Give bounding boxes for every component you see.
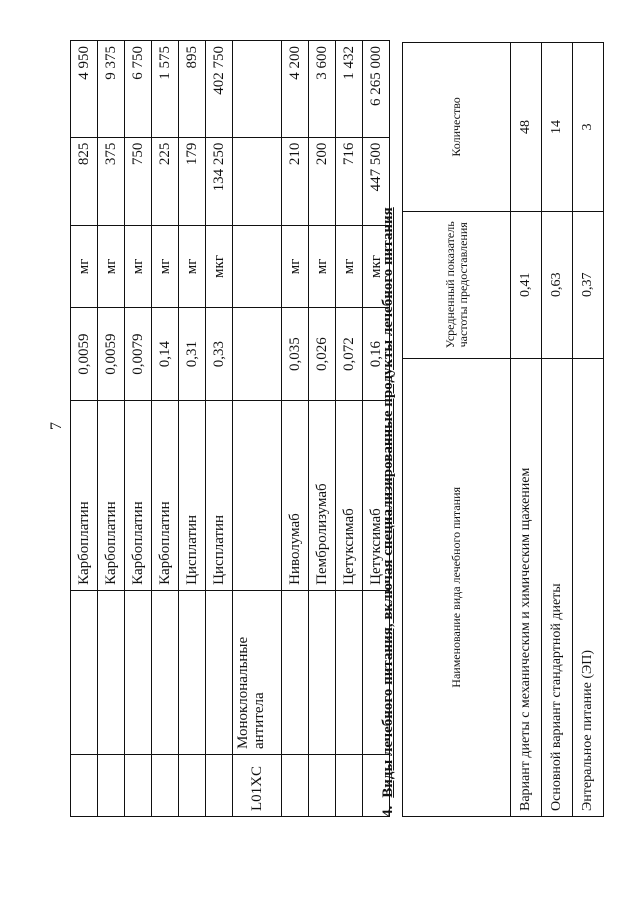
header-quantity: Количество [403,43,511,212]
table-row [125,41,152,817]
table-row [179,41,206,817]
atc-code-cell [309,755,336,817]
table-row [511,43,542,817]
quantity-cell: 14 [542,43,573,212]
drug-name-cell: Карбоплатин [125,400,152,590]
table-row [152,41,179,817]
unit-cell: мг [282,225,309,308]
drug-name-cell: Цисплатин [206,400,233,590]
frequency-cell: 0,33 [206,308,233,400]
drug-name-cell: Карбоплатин [98,400,125,590]
table-row [233,41,282,817]
group-cell [336,590,363,754]
table-row [542,43,573,817]
course-dose-cell: 6 265 000 [363,41,390,138]
dose-cell: 134 250 [206,137,233,225]
nutrition-table [402,42,604,817]
dose-cell: 716 [336,137,363,225]
dose-cell [233,137,282,225]
unit-cell: мг [309,225,336,308]
atc-code-cell [179,755,206,817]
drug-name-cell: Цетуксимаб [336,400,363,590]
dose-cell: 200 [309,137,336,225]
table-row [309,41,336,817]
nutrition-name-cell: Основной вариант стандартной диеты [542,358,573,816]
atc-code-cell: L01XC [233,755,282,817]
course-dose-cell: 3 600 [309,41,336,138]
dose-cell: 447 500 [363,137,390,225]
frequency-cell: 0,16 [363,308,390,400]
group-cell [152,590,179,754]
group-cell [125,590,152,754]
dose-cell: 225 [152,137,179,225]
group-cell [282,590,309,754]
unit-cell: мг [152,225,179,308]
atc-code-cell [152,755,179,817]
section-heading [380,207,397,817]
atc-code-cell [71,755,98,817]
frequency-cell: 0,0059 [98,308,125,400]
frequency-cell: 0,31 [179,308,206,400]
unit-cell [233,225,282,308]
section-number: 4. [380,805,396,817]
header-name: Наименование вида лечебного питания [403,358,511,816]
table-row [282,41,309,817]
drug-name-cell: Цисплатин [179,400,206,590]
unit-cell: мкг [363,225,390,308]
header-frequency: Усредненный показатель частоты предоставления [403,211,511,358]
group-cell [309,590,336,754]
frequency-cell [233,308,282,400]
group-cell [98,590,125,754]
atc-code-cell [282,755,309,817]
drug-name-cell: Цетуксимаб [363,400,390,590]
unit-cell: мг [71,225,98,308]
dose-cell: 825 [71,137,98,225]
table-row [71,41,98,817]
course-dose-cell: 1 432 [336,41,363,138]
drug-name-cell: Пембролизумаб [309,400,336,590]
group-cell [71,590,98,754]
unit-cell: мг [336,225,363,308]
unit-cell: мкг [206,225,233,308]
frequency-cell: 0,026 [309,308,336,400]
quantity-cell: 3 [573,43,604,212]
dose-cell: 210 [282,137,309,225]
frequency-cell: 0,14 [152,308,179,400]
course-dose-cell: 4 200 [282,41,309,138]
drug-name-cell: Карбоплатин [71,400,98,590]
table-row [206,41,233,817]
dose-cell: 179 [179,137,206,225]
course-dose-cell: 4 950 [71,41,98,138]
unit-cell: мг [98,225,125,308]
frequency-cell: 0,072 [336,308,363,400]
frequency-cell: 0,41 [511,211,542,358]
frequency-cell: 0,37 [573,211,604,358]
atc-code-cell [336,755,363,817]
drug-name-cell: Ниволумаб [282,400,309,590]
drug-dosage-table [70,40,390,817]
quantity-cell: 48 [511,43,542,212]
course-dose-cell: 1 575 [152,41,179,138]
course-dose-cell: 402 750 [206,41,233,138]
group-cell: Моноклональные антитела [233,590,282,754]
section-title: Виды лечебного питания, включая специализированные продукты лечебного питания [380,207,396,798]
course-dose-cell: 6 750 [125,41,152,138]
course-dose-cell: 895 [179,41,206,138]
table-row [336,41,363,817]
atc-code-cell [125,755,152,817]
dose-cell: 750 [125,137,152,225]
course-dose-cell: 9 375 [98,41,125,138]
atc-code-cell [206,755,233,817]
dose-cell: 375 [98,137,125,225]
frequency-cell: 0,0059 [71,308,98,400]
atc-code-cell [98,755,125,817]
table-header-row [403,43,511,817]
group-cell [179,590,206,754]
drug-name-cell: Карбоплатин [152,400,179,590]
nutrition-name-cell: Энтеральное питание (ЭП) [573,358,604,816]
table-row [573,43,604,817]
frequency-cell: 0,63 [542,211,573,358]
course-dose-cell [233,41,282,138]
frequency-cell: 0,0079 [125,308,152,400]
frequency-cell: 0,035 [282,308,309,400]
page-number: 7 [48,422,65,430]
drug-name-cell [233,400,282,590]
table-row [98,41,125,817]
unit-cell: мг [179,225,206,308]
group-cell [206,590,233,754]
nutrition-name-cell: Вариант диеты с механическим и химическим щажением [511,358,542,816]
unit-cell: мг [125,225,152,308]
